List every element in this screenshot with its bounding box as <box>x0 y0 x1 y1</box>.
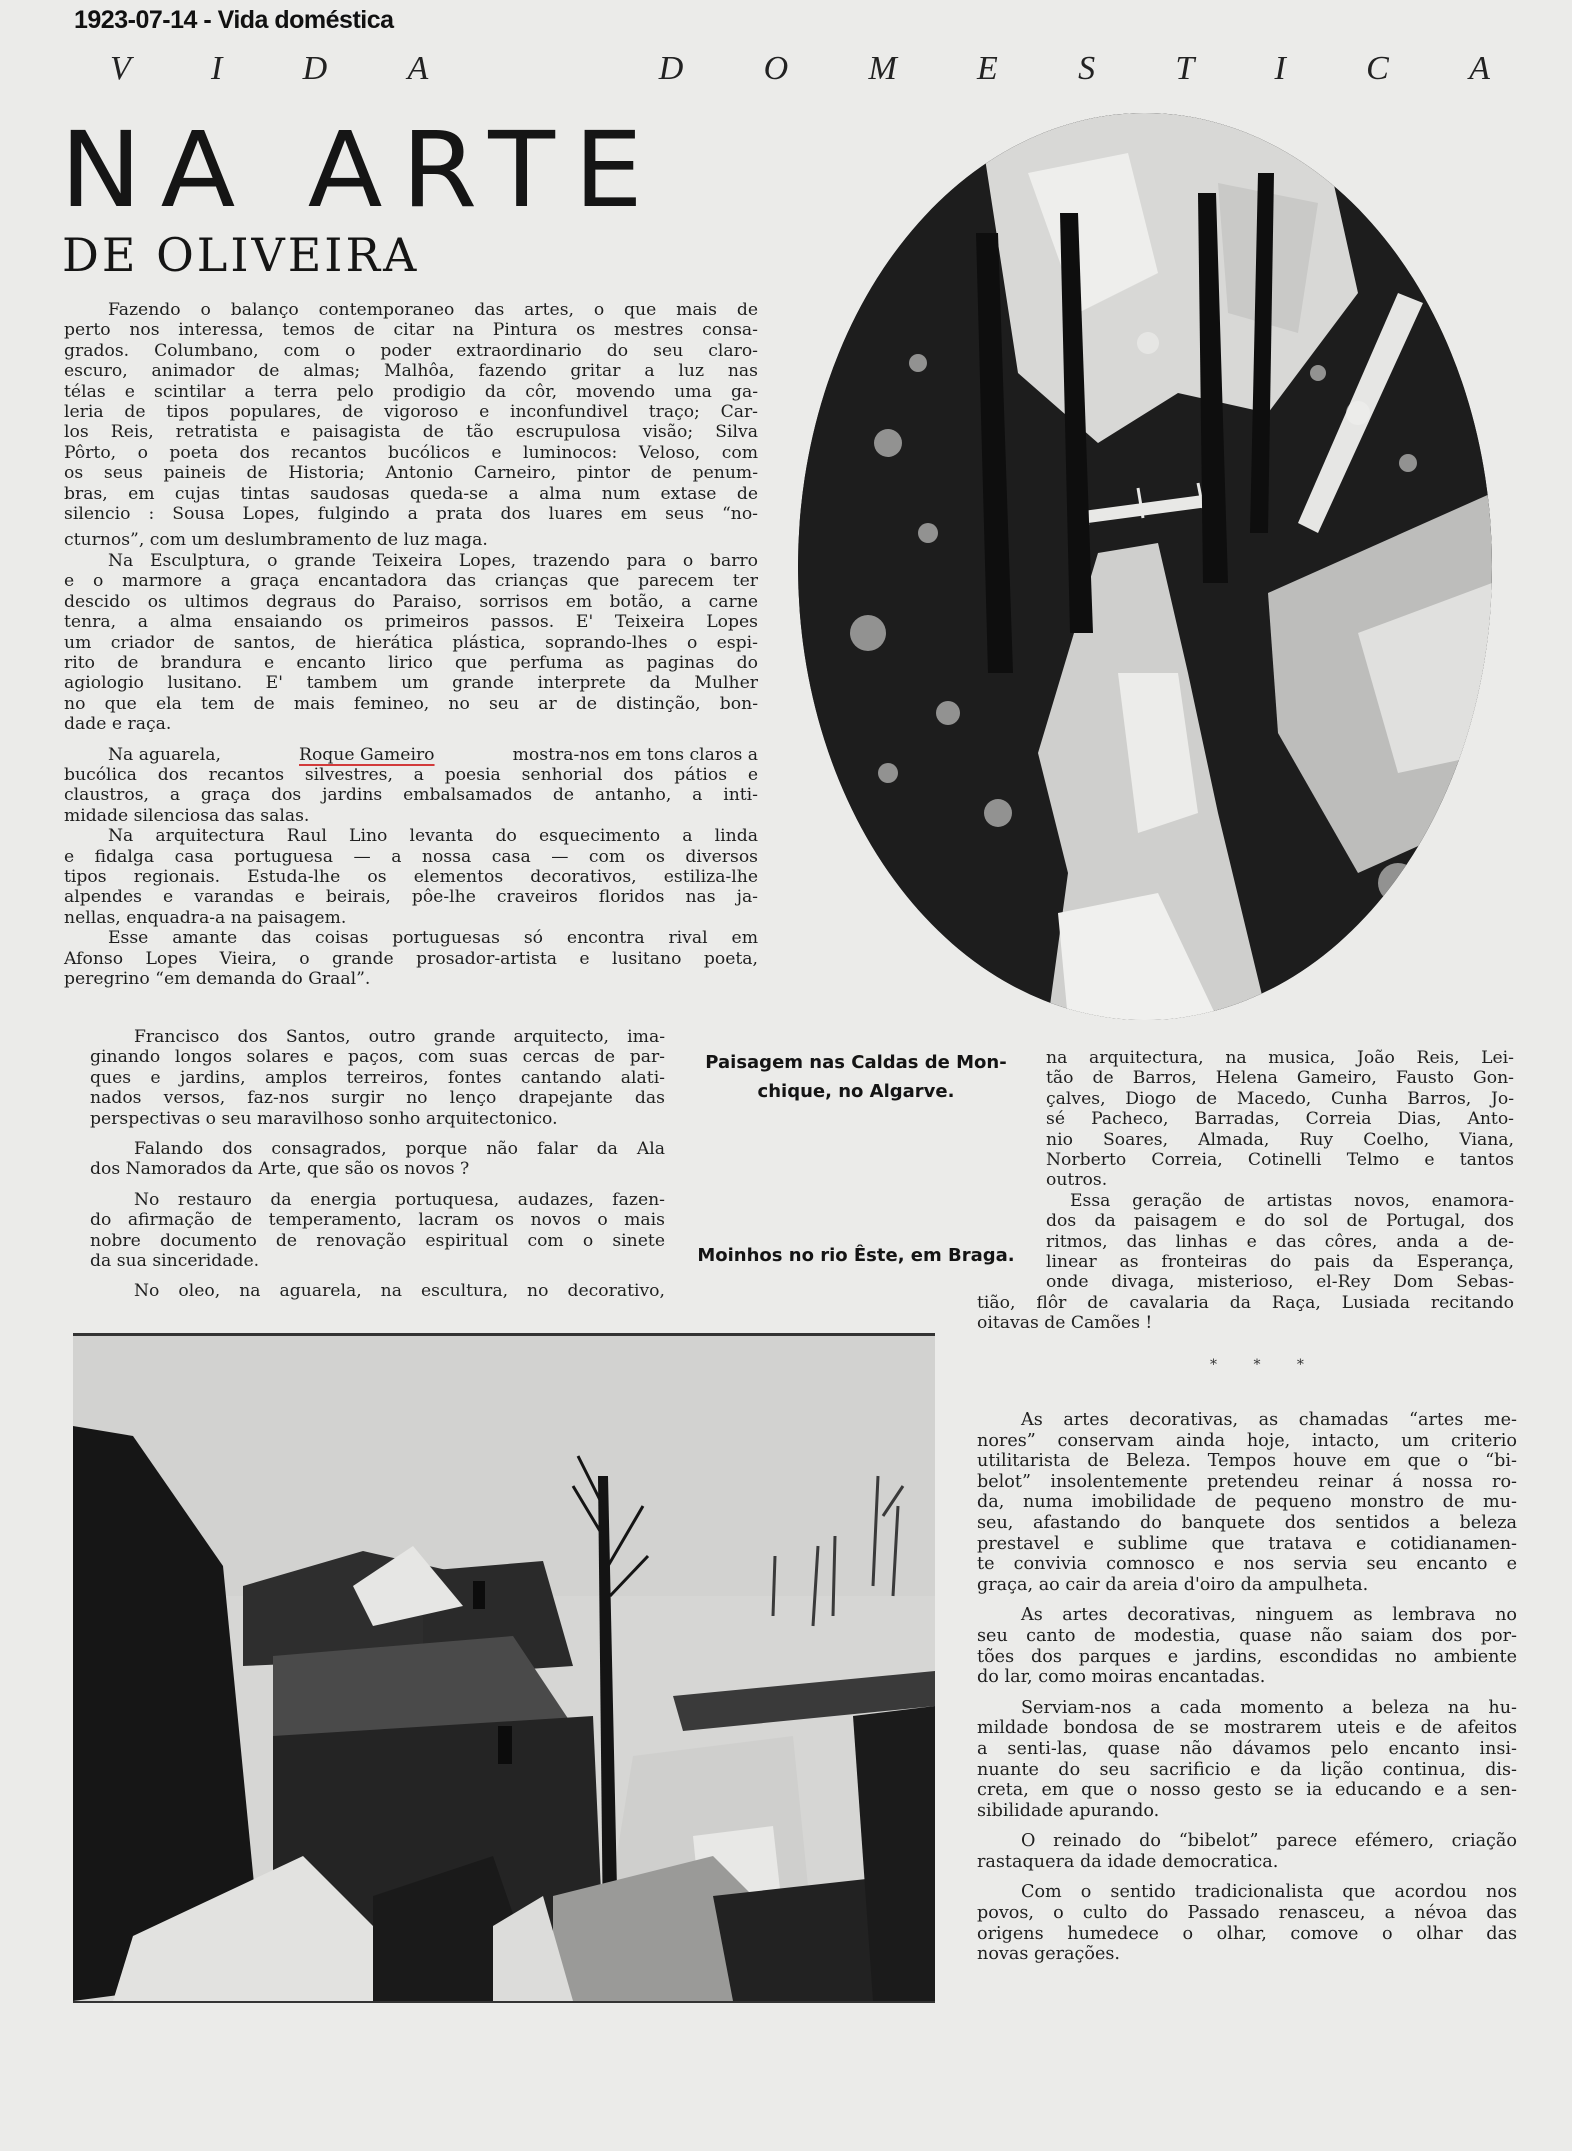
text-line: onde divaga, misterioso, el-Rey Dom Sebas- <box>1046 1272 1514 1293</box>
text-line: descido os ultimos degraus do Paraiso, sorrisos em botão, a carne <box>64 591 758 612</box>
text-line: Falando dos consagrados, porque não falar da Ala <box>134 1139 665 1160</box>
text-line: prestavel e sublime que tratava e cotidianamen- <box>977 1533 1517 1554</box>
text-line: No restauro da energia portuquesa, audazes, fazen- <box>134 1189 665 1210</box>
text-line: origens humedece o olhar, comove o olhar das <box>977 1923 1517 1944</box>
photo-caption-rect <box>688 1241 1024 1270</box>
caption-line: Paisagem nas Caldas de Mon- <box>705 1052 1007 1073</box>
text-line: seu, afastando do banquete dos sentidos a beleza <box>977 1512 1517 1533</box>
text-line: cturnos”, com um deslumbramento de luz maga. <box>64 530 488 551</box>
text-line: çalves, Diogo de Macedo, Cunha Barros, Jo- <box>1046 1088 1514 1109</box>
masthead-letter: T <box>1175 50 1195 87</box>
text-line: Pôrto, o poeta dos recantos bucólicos e luminocos: Veloso, com <box>64 442 758 463</box>
text-line: télas e scintilar a terra pelo prodigio da côr, movendo uma ga- <box>64 381 758 402</box>
text-line: e fidalga casa portuguesa — a nossa casa — com os diversos <box>64 846 758 867</box>
text-line: novas gerações. <box>977 1944 1121 1965</box>
text-line: Fazendo o balanço contemporaneo das artes, o que mais de <box>108 300 758 320</box>
text-line: agiologio lusitano. E' tambem um grande interprete da Mulher <box>64 673 758 694</box>
text-line: Norberto Correia, Cotinelli Telmo e tantos <box>1046 1150 1514 1171</box>
text-line: do afirmação de temperamento, lacram os novos o mais <box>90 1210 665 1231</box>
text-line: perspectivas o seu maravilhoso sonho arquitectonico. <box>90 1108 558 1129</box>
text-line: do lar, como moiras encantadas. <box>977 1667 1266 1688</box>
text-line: nellas, enquadra-a na paisagem. <box>64 907 347 928</box>
text-line: a senti-las, quase não dávamos pelo encanto insi- <box>977 1738 1517 1759</box>
text-line: peregrino “em demanda do Graal”. <box>64 969 371 989</box>
text-line: bras, em cujas tintas saudosas queda-se a alma num extase de <box>64 483 758 504</box>
text-line: tões dos parques e jardins, escondidas no ambiente <box>977 1646 1517 1667</box>
masthead <box>110 50 1490 96</box>
article-column-right-top <box>1046 1048 1514 1293</box>
text-line: tião, flôr de cavalaria da Raça, Lusiada recitando <box>977 1293 1514 1313</box>
text-line: grados. Columbano, com o poder extraordinario do seu claro- <box>64 340 758 361</box>
watermills-illustration <box>73 1336 935 2001</box>
section-separator: * * * <box>1210 1357 1320 1373</box>
woodland-stream-illustration <box>798 113 1492 1020</box>
article-column-middle <box>90 1027 665 1302</box>
text-line: Francisco dos Santos, outro grande arquitecto, ima- <box>134 1027 665 1047</box>
text-line: perto nos interessa, temos de citar na Pintura os mestres consa- <box>64 320 758 341</box>
text-line: tipos regionais. Estuda-lhe os elementos decorativos, estiliza-lhe <box>64 866 758 887</box>
article-column-right-mid <box>977 1293 1514 1334</box>
text-line: da sua sinceridade. <box>90 1251 260 1272</box>
text-line: utilitarista de Beleza. Tempos houve em que o “bi- <box>977 1451 1517 1472</box>
text-line: O reinado do “bibelot” parece efémero, criação <box>1021 1831 1517 1852</box>
text-line: rito de brandura e encanto lirico que perfuma as paginas do <box>64 652 758 673</box>
photo-oval-woodland-stream <box>798 113 1492 1020</box>
text-fragment: mostra-nos em tons claros a <box>512 744 758 765</box>
text-line: no que ela tem de mais femineo, no seu ar de distinção, bon- <box>64 693 758 714</box>
text-line: te convivia comnosco e nos servia seu encanto e <box>977 1554 1517 1575</box>
text-line: Com o sentido tradicionalista que acordou nos <box>1021 1882 1517 1903</box>
text-line: bucólica dos recantos silvestres, a poesia senhorial dos pátios e <box>64 764 758 785</box>
text-line: Afonso Lopes Vieira, o grande prosador-artista e lusitano poeta, <box>64 948 758 969</box>
text-line: Na Esculptura, o grande Teixeira Lopes, trazendo para o barro <box>108 550 758 571</box>
text-line: midade silenciosa das salas. <box>64 805 310 826</box>
masthead-letter: S <box>1078 50 1096 87</box>
text-line: nio Soares, Almada, Ruy Coelho, Viana, <box>1046 1129 1514 1150</box>
photo-watermills-river <box>73 1333 935 2003</box>
text-line: linear as fronteiras do pais da Esperança, <box>1046 1252 1514 1273</box>
text-line: No oleo, na aguarela, na escultura, no decorativo, <box>134 1281 665 1302</box>
masthead-letter: O <box>763 50 789 87</box>
text-line: mildade bondosa de se mostrarem uteis e de afeitos <box>977 1718 1517 1739</box>
text-line: Essa geração de artistas novos, enamora- <box>1070 1190 1514 1211</box>
text-line: creta, em que o nosso gesto se ia educando e a sen- <box>977 1780 1517 1801</box>
caption-line: Moinhos no rio Êste, em Braga. <box>697 1245 1015 1266</box>
text-line: Serviam-nos a cada momento a beleza na hu- <box>1021 1697 1517 1718</box>
text-line: nados versos, faz-nos surgir no lenço drapejante das <box>90 1088 665 1109</box>
photo-caption-oval <box>688 1048 1024 1106</box>
text-line: na arquitectura, na musica, João Reis, Lei- <box>1046 1048 1514 1068</box>
text-line: dade e raça. <box>64 714 172 735</box>
masthead-letter: E <box>977 50 998 87</box>
masthead-letter: I <box>211 50 223 87</box>
caption-line: chique, no Algarve. <box>757 1081 955 1102</box>
article-subtitle: DE OLIVEIRA <box>62 228 420 282</box>
text-line: alpendes e varandas e beirais, pôe-lhe craveiros floridos nas ja- <box>64 887 758 908</box>
text-line: e o marmore a graça encantadora das crianças que parecem ter <box>64 571 758 592</box>
masthead-letter: D <box>658 50 684 87</box>
masthead-letter: M <box>868 50 897 87</box>
masthead-letter: A <box>1469 50 1490 87</box>
text-line: belot” insolentemente pretendeu reinar á nossa ro- <box>977 1471 1517 1492</box>
text-line: los Reis, retratista e paisagista de tão escrupulosa visão; Silva <box>64 422 758 443</box>
text-line: outros. <box>1046 1170 1108 1191</box>
text-line: ques e jardins, amplos terreiros, fontes cantando alati- <box>90 1067 665 1088</box>
text-line: dos Namorados da Arte, que são os novos ? <box>90 1159 470 1180</box>
text-line: oitavas de Camões ! <box>977 1313 1153 1334</box>
text-fragment: Na aguarela, <box>108 744 221 765</box>
masthead-letter: I <box>1274 50 1286 87</box>
text-line: ritmos, das linhas e das côres, anda a de- <box>1046 1231 1514 1252</box>
text-line: seu canto de modestia, quase não saiam dos por- <box>977 1625 1517 1646</box>
text-line: nuante do seu sacrificio e da lição continua, dis- <box>977 1759 1517 1780</box>
text-line: silencio : Sousa Lopes, fulgindo a prata dos luares em seus “no- <box>64 504 758 525</box>
text-line: os seus paineis de Historia; Antonio Carneiro, pintor de penum- <box>64 463 758 484</box>
article-column-left <box>64 300 758 989</box>
text-line: As artes decorativas, ninguem as lembrava no <box>1021 1605 1517 1626</box>
text-line: sibilidade apurando. <box>977 1800 1160 1821</box>
text-line: leria de tipos populares, de vigoroso e inconfundivel traço; Car- <box>64 402 758 423</box>
text-line: da, numa imobilidade de pequeno monstro de mu- <box>977 1492 1517 1513</box>
text-line: um criador de santos, de hierática plástica, soprando-lhes o espi- <box>64 632 758 653</box>
highlighted-name-link[interactable]: Roque Gameiro <box>299 744 435 765</box>
text-line: povos, o culto do Passado renasceu, a névoa das <box>977 1903 1517 1924</box>
masthead-letter: A <box>407 50 429 87</box>
text-line: escuro, animador de almas; Malhôa, fazendo gritar a luz nas <box>64 361 758 382</box>
text-line: nobre documento de renovação espiritual com o sinete <box>90 1230 665 1251</box>
text-line: tão de Barros, Helena Gameiro, Fausto Gon- <box>1046 1068 1514 1089</box>
masthead-letter: C <box>1366 50 1389 87</box>
text-line: rastaquera da idade democratica. <box>977 1851 1279 1872</box>
text-line: graça, ao cair da areia d'oiro da ampulheta. <box>977 1574 1369 1595</box>
text-line: sé Pacheco, Barradas, Correia Dias, Anto- <box>1046 1109 1514 1130</box>
text-line: claustros, a graça dos jardins embalsamados de antanho, a inti- <box>64 785 758 806</box>
masthead-letter: D <box>302 50 328 87</box>
text-line: ginando longos solares e paços, com suas cercas de par- <box>90 1047 665 1068</box>
article-column-right-bottom <box>977 1410 1517 1965</box>
document-date-stamp: 1923-07-14 - Vida doméstica <box>74 6 394 34</box>
text-line: nores” conservam ainda hoje, intacto, um criterio <box>977 1430 1517 1451</box>
text-line <box>64 745 758 765</box>
text-line: Na arquitectura Raul Lino levanta do esquecimento a linda <box>108 826 758 847</box>
masthead-gap <box>509 50 579 96</box>
text-line: Esse amante das coisas portuguesas só encontra rival em <box>108 928 758 949</box>
masthead-letter: V <box>110 50 131 87</box>
text-line: As artes decorativas, as chamadas “artes me- <box>1021 1410 1517 1430</box>
text-line: dos da paisagem e do sol de Portugal, dos <box>1046 1211 1514 1232</box>
article-title: NA ARTE <box>60 109 662 231</box>
text-line: tenra, a alma ensaiando os primeiros passos. E' Teixeira Lopes <box>64 612 758 633</box>
